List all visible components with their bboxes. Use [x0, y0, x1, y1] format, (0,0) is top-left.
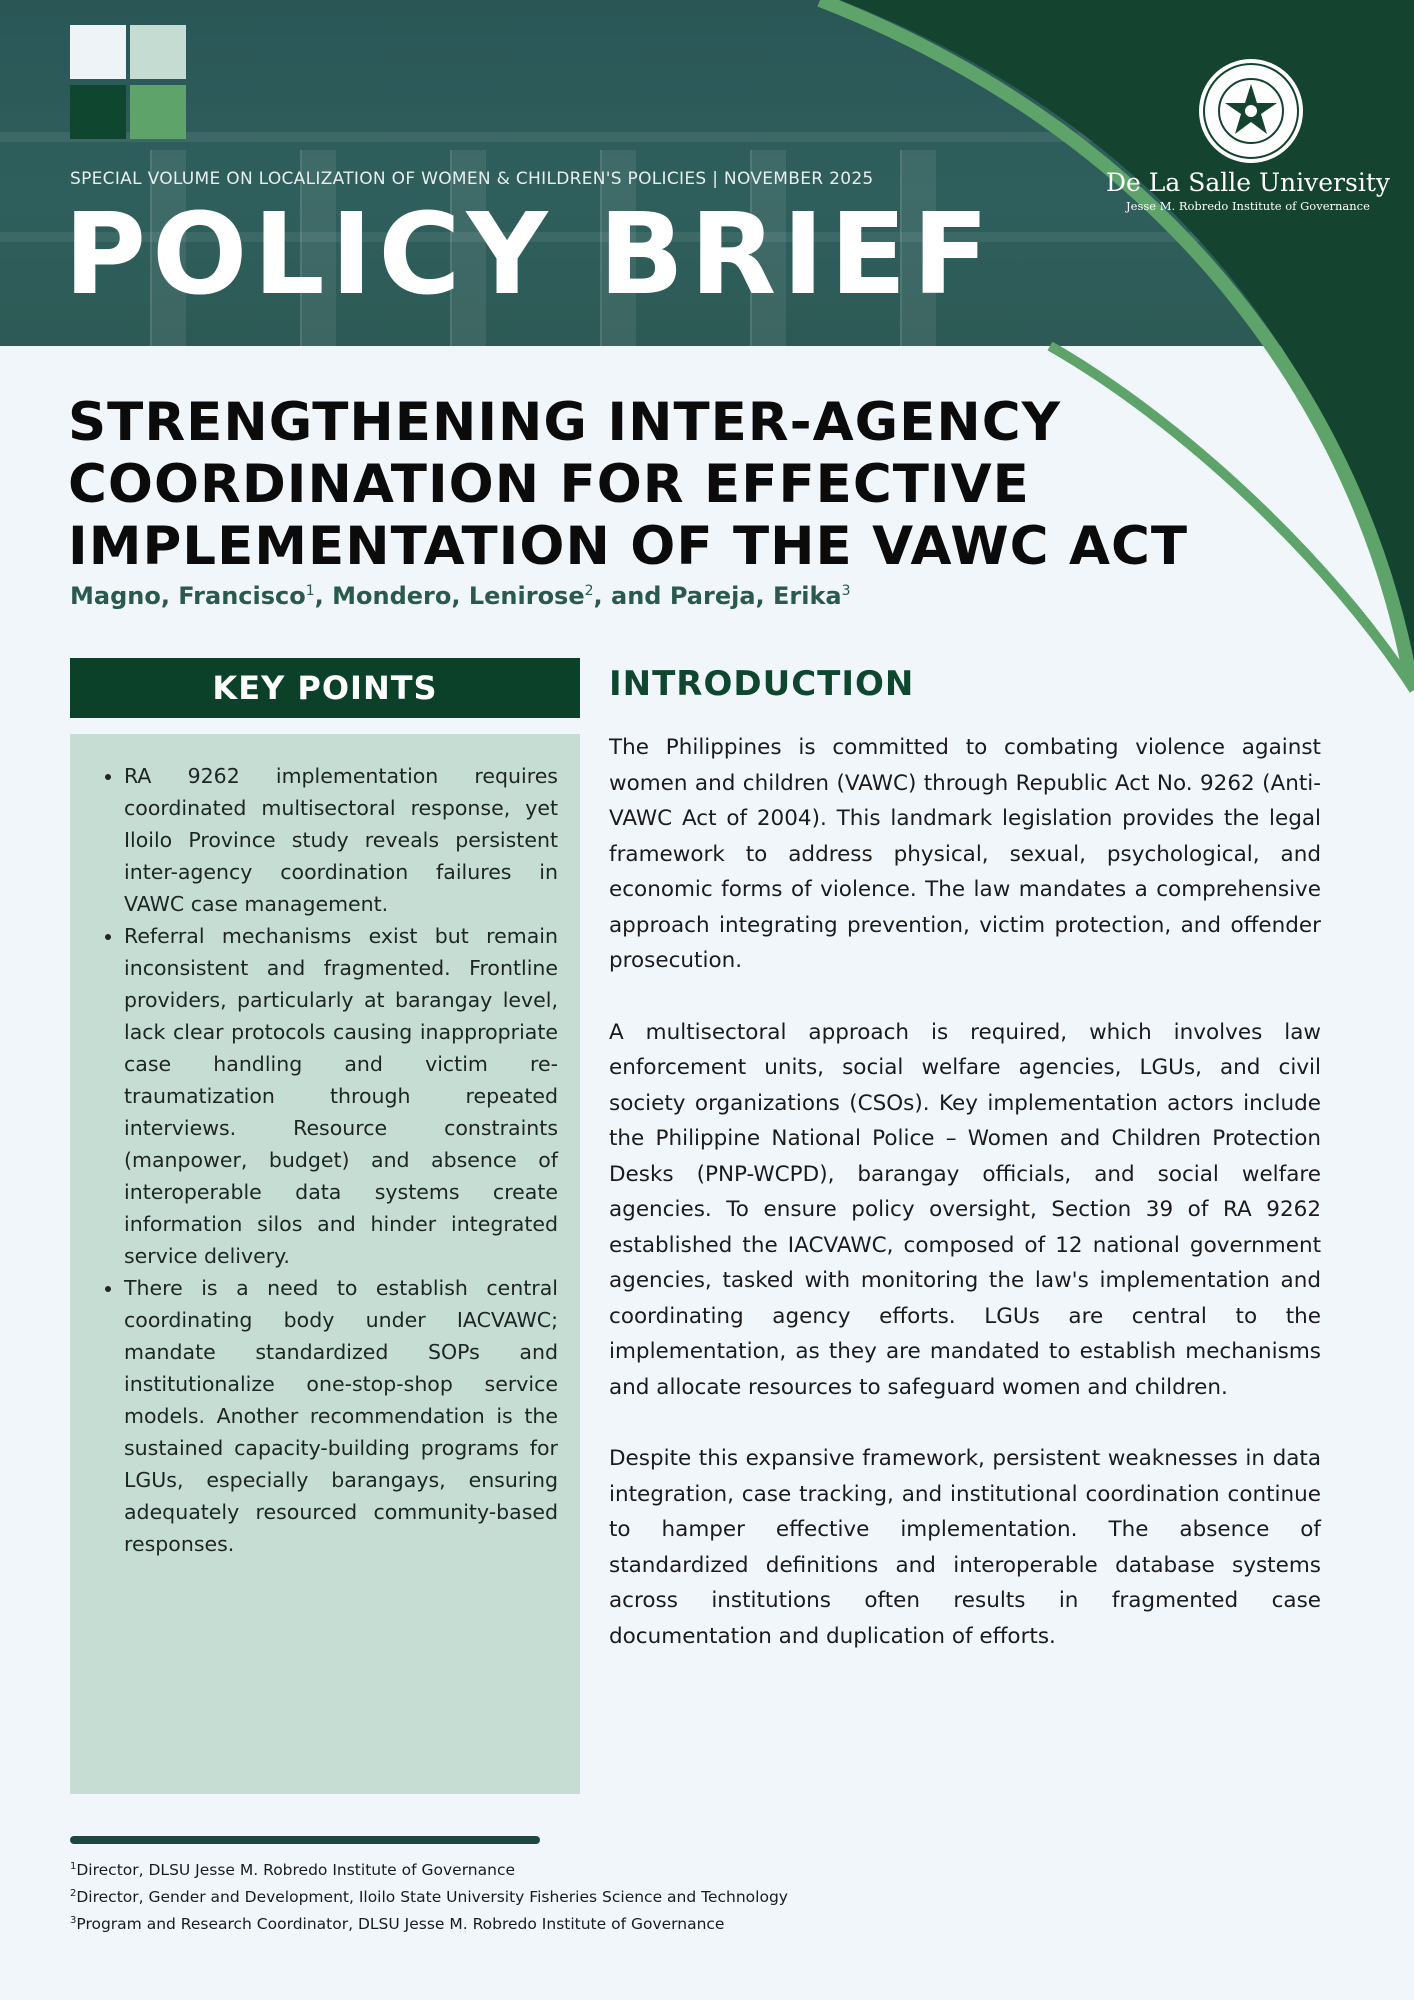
footnote — [70, 1882, 788, 1909]
introduction-paragraph: Despite this expansive framework, persistent weaknesses in data integration, case tracking, and institutional coordination continue to hamper effective implementation. The absence of standardized definitions and interoperable database systems across institutions often results in fragmented case documentation and duplication of efforts. — [609, 1446, 1321, 1649]
author-footnote-mark: 2 — [584, 583, 594, 599]
title-line: IMPLEMENTATION OF THE VAWC ACT — [68, 516, 1189, 577]
introduction-paragraph: The Philippines is committed to combating violence against women and children (VAWC) through Republic Act No. 9262 (Anti-VAWC Act of 2004). This landmark legislation provides the legal framework to address physical, sexual, psychological, and economic forms of violence. The law mandates a comprehensive approach integrating prevention, victim protection, and offender prosecution. — [609, 735, 1321, 973]
footnote-text: Director, Gender and Development, Iloilo State University Fisheries Science and Technology — [76, 1888, 788, 1907]
university-seal-icon — [1196, 56, 1306, 166]
logo-square — [70, 25, 126, 79]
introduction-heading: INTRODUCTION — [609, 664, 915, 704]
institute-name: Jesse M. Robredo Institute of Governance — [1126, 199, 1370, 213]
title-line: STRENGTHENING INTER-AGENCY — [68, 392, 1061, 453]
key-points-list — [70, 734, 580, 1560]
key-points-box — [70, 734, 580, 1794]
footnote-text: Director, DLSU Jesse M. Robredo Institute of Governance — [76, 1861, 516, 1880]
author-separator: , and — [593, 582, 670, 610]
author-name: Magno, Francisco — [70, 582, 306, 610]
logo-square — [70, 85, 126, 139]
author-name: Pareja, Erika — [669, 582, 842, 610]
footnote-mark: 1 — [70, 1861, 77, 1872]
footnote-text: Program and Research Coordinator, DLSU Jesse M. Robredo Institute of Governance — [76, 1915, 725, 1934]
logo-square — [130, 85, 186, 139]
footnote — [70, 1909, 788, 1936]
brand-squares-logo — [70, 25, 190, 141]
footnotes — [70, 1855, 788, 1936]
footnote-mark: 3 — [70, 1915, 77, 1927]
introduction-body — [609, 730, 1321, 1690]
author-separator: , — [314, 582, 333, 610]
logo-square — [130, 25, 186, 79]
introduction-paragraph: A multisectoral approach is required, which involves law enforcement units, social welfare agencies, LGUs, and civil society organizations (CSOs). Key implementation actors include the Philippine National Police – Women and Children Protection Desks (PNP-WCPD), barangay officials, and social welfare agencies. To ensure policy oversight, Section 39 of RA 9262 established the IACVAWC, composed of 12 national government agencies, tasked with monitoring the law's implementation and coordinating agency efforts. LGUs are central to the implementation, as they are mandated to establish mechanisms and allocate resources to safeguard women and children. — [609, 1019, 1321, 1400]
author-line — [70, 582, 851, 610]
policy-brief-title: POLICY BRIEF — [64, 190, 995, 320]
author-footnote-mark: 1 — [305, 583, 315, 599]
series-supertitle: SPECIAL VOLUME ON LOCALIZATION OF WOMEN & CHILDREN'S POLICIES | NOVEMBER 2025 — [70, 169, 874, 189]
title-line: COORDINATION FOR EFFECTIVE — [68, 454, 1030, 515]
footnote-mark: 2 — [70, 1888, 77, 1900]
footnote-divider — [70, 1836, 540, 1844]
document-title — [68, 392, 1328, 578]
key-point-item: • RA 9262 implementation requires coordinated multisectoral response, yet Iloilo Province study reveals persistent inter-agency coordination failures in VAWC case management. — [124, 760, 558, 920]
university-name: De La Salle University — [1105, 168, 1391, 197]
key-points-heading: KEY POINTS — [70, 658, 580, 718]
author-name: Mondero, Lenirose — [332, 582, 585, 610]
key-point-item: • There is a need to establish central coordinating body under IACVAWC; mandate standardized SOPs and institutionalize one-stop-shop service models. Another recommendation is the sustained capacity-building programs for LGUs, especially barangays, ensuring adequately resourced community-based responses. — [124, 1272, 558, 1560]
key-point-item: • Referral mechanisms exist but remain inconsistent and fragmented. Frontline providers, particularly at barangay level, lack clear protocols causing inappropriate case handling and victim re-traumatization through repeated interviews. Resource constraints (manpower, budget) and absence of interoperable data systems create information silos and hinder integrated service delivery. — [124, 920, 558, 1272]
author-footnote-mark: 3 — [841, 583, 851, 599]
footnote — [70, 1855, 788, 1882]
